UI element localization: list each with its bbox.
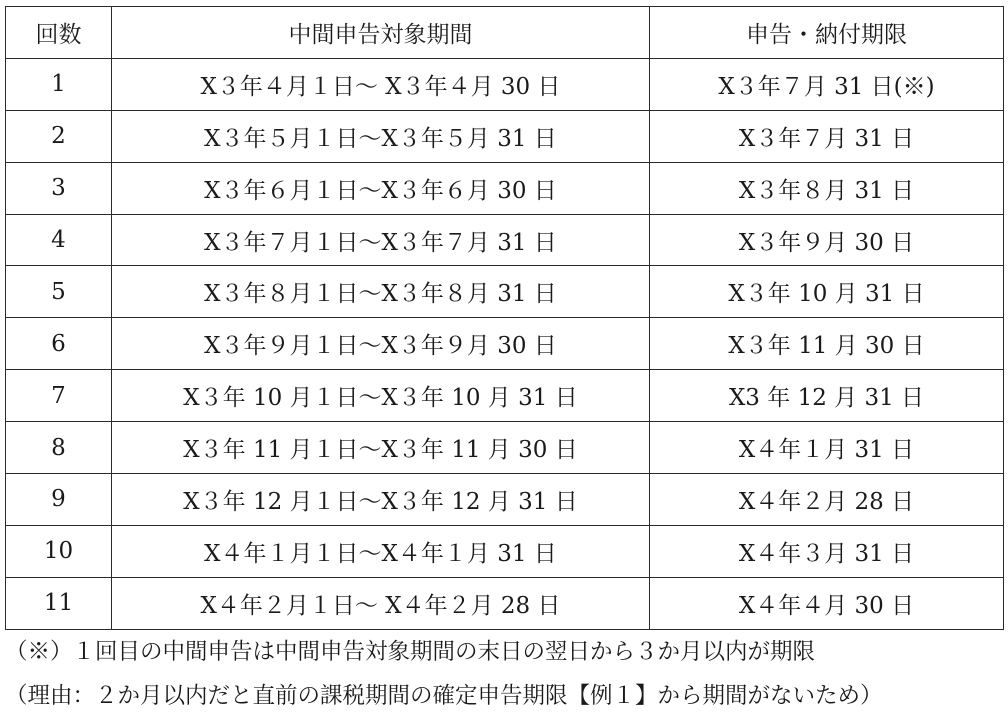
cell-deadline: X４年２月 28 日 (650, 474, 1004, 526)
cell-count: 2 (6, 110, 112, 162)
header-target-period: 中間申告対象期間 (112, 7, 650, 59)
schedule-table-container (5, 6, 1003, 630)
interim-filing-schedule-table (5, 6, 1004, 630)
cell-deadline: X４年４月 30 日 (650, 577, 1004, 629)
table-row (6, 58, 1004, 110)
cell-count: 3 (6, 162, 112, 214)
table-row (6, 422, 1004, 474)
cell-period: X３年７月１日〜X３年７月 31 日 (112, 214, 650, 266)
cell-period: X３年 10 月１日〜X３年 10 月 31 日 (112, 370, 650, 422)
table-row (6, 110, 1004, 162)
table-row (6, 370, 1004, 422)
table-row (6, 266, 1004, 318)
cell-count: 9 (6, 474, 112, 526)
footnote-reason: （理由：２か月以内だと直前の課税期間の確定申告期限【例１】から期間がないため） (5, 683, 883, 709)
cell-period: X３年５月１日〜X３年５月 31 日 (112, 110, 650, 162)
cell-count: 10 (6, 525, 112, 577)
cell-deadline: X３年７月 31 日(※) (650, 58, 1004, 110)
header-count: 回数 (6, 7, 112, 59)
table-row (6, 318, 1004, 370)
table-header-row (6, 7, 1004, 59)
cell-count: 11 (6, 577, 112, 629)
cell-deadline: X４年３月 31 日 (650, 525, 1004, 577)
table-row (6, 162, 1004, 214)
footnotes (5, 630, 1005, 718)
cell-deadline: X３年 11 月 30 日 (650, 318, 1004, 370)
table-row (6, 577, 1004, 629)
cell-deadline: X3 年 12 月 31 日 (650, 370, 1004, 422)
cell-period: X３年８月１日〜X３年８月 31 日 (112, 266, 650, 318)
cell-deadline: X４年１月 31 日 (650, 422, 1004, 474)
cell-period: X３年４月１日〜 X３年４月 30 日 (112, 58, 650, 110)
cell-period: X４年２月１日〜 X４年２月 28 日 (112, 577, 650, 629)
cell-count: 7 (6, 370, 112, 422)
cell-deadline: X３年 10 月 31 日 (650, 266, 1004, 318)
table-row (6, 214, 1004, 266)
footnote-deadline-rule: （※）１回目の中間申告は中間申告対象期間の末日の翌日から３か月以内が期限 (5, 639, 816, 665)
cell-count: 8 (6, 422, 112, 474)
cell-deadline: X３年８月 31 日 (650, 162, 1004, 214)
cell-deadline: X３年７月 31 日 (650, 110, 1004, 162)
cell-deadline: X３年９月 30 日 (650, 214, 1004, 266)
cell-period: X３年９月１日〜X３年９月 30 日 (112, 318, 650, 370)
table-row (6, 525, 1004, 577)
cell-count: 4 (6, 214, 112, 266)
cell-period: X４年１月１日〜X４年１月 31 日 (112, 525, 650, 577)
cell-period: X３年６月１日〜X３年６月 30 日 (112, 162, 650, 214)
cell-count: 1 (6, 58, 112, 110)
table-row (6, 474, 1004, 526)
header-deadline: 申告・納付期限 (650, 7, 1004, 59)
cell-count: 6 (6, 318, 112, 370)
cell-period: X３年 11 月１日〜X３年 11 月 30 日 (112, 422, 650, 474)
cell-count: 5 (6, 266, 112, 318)
cell-period: X３年 12 月１日〜X３年 12 月 31 日 (112, 474, 650, 526)
